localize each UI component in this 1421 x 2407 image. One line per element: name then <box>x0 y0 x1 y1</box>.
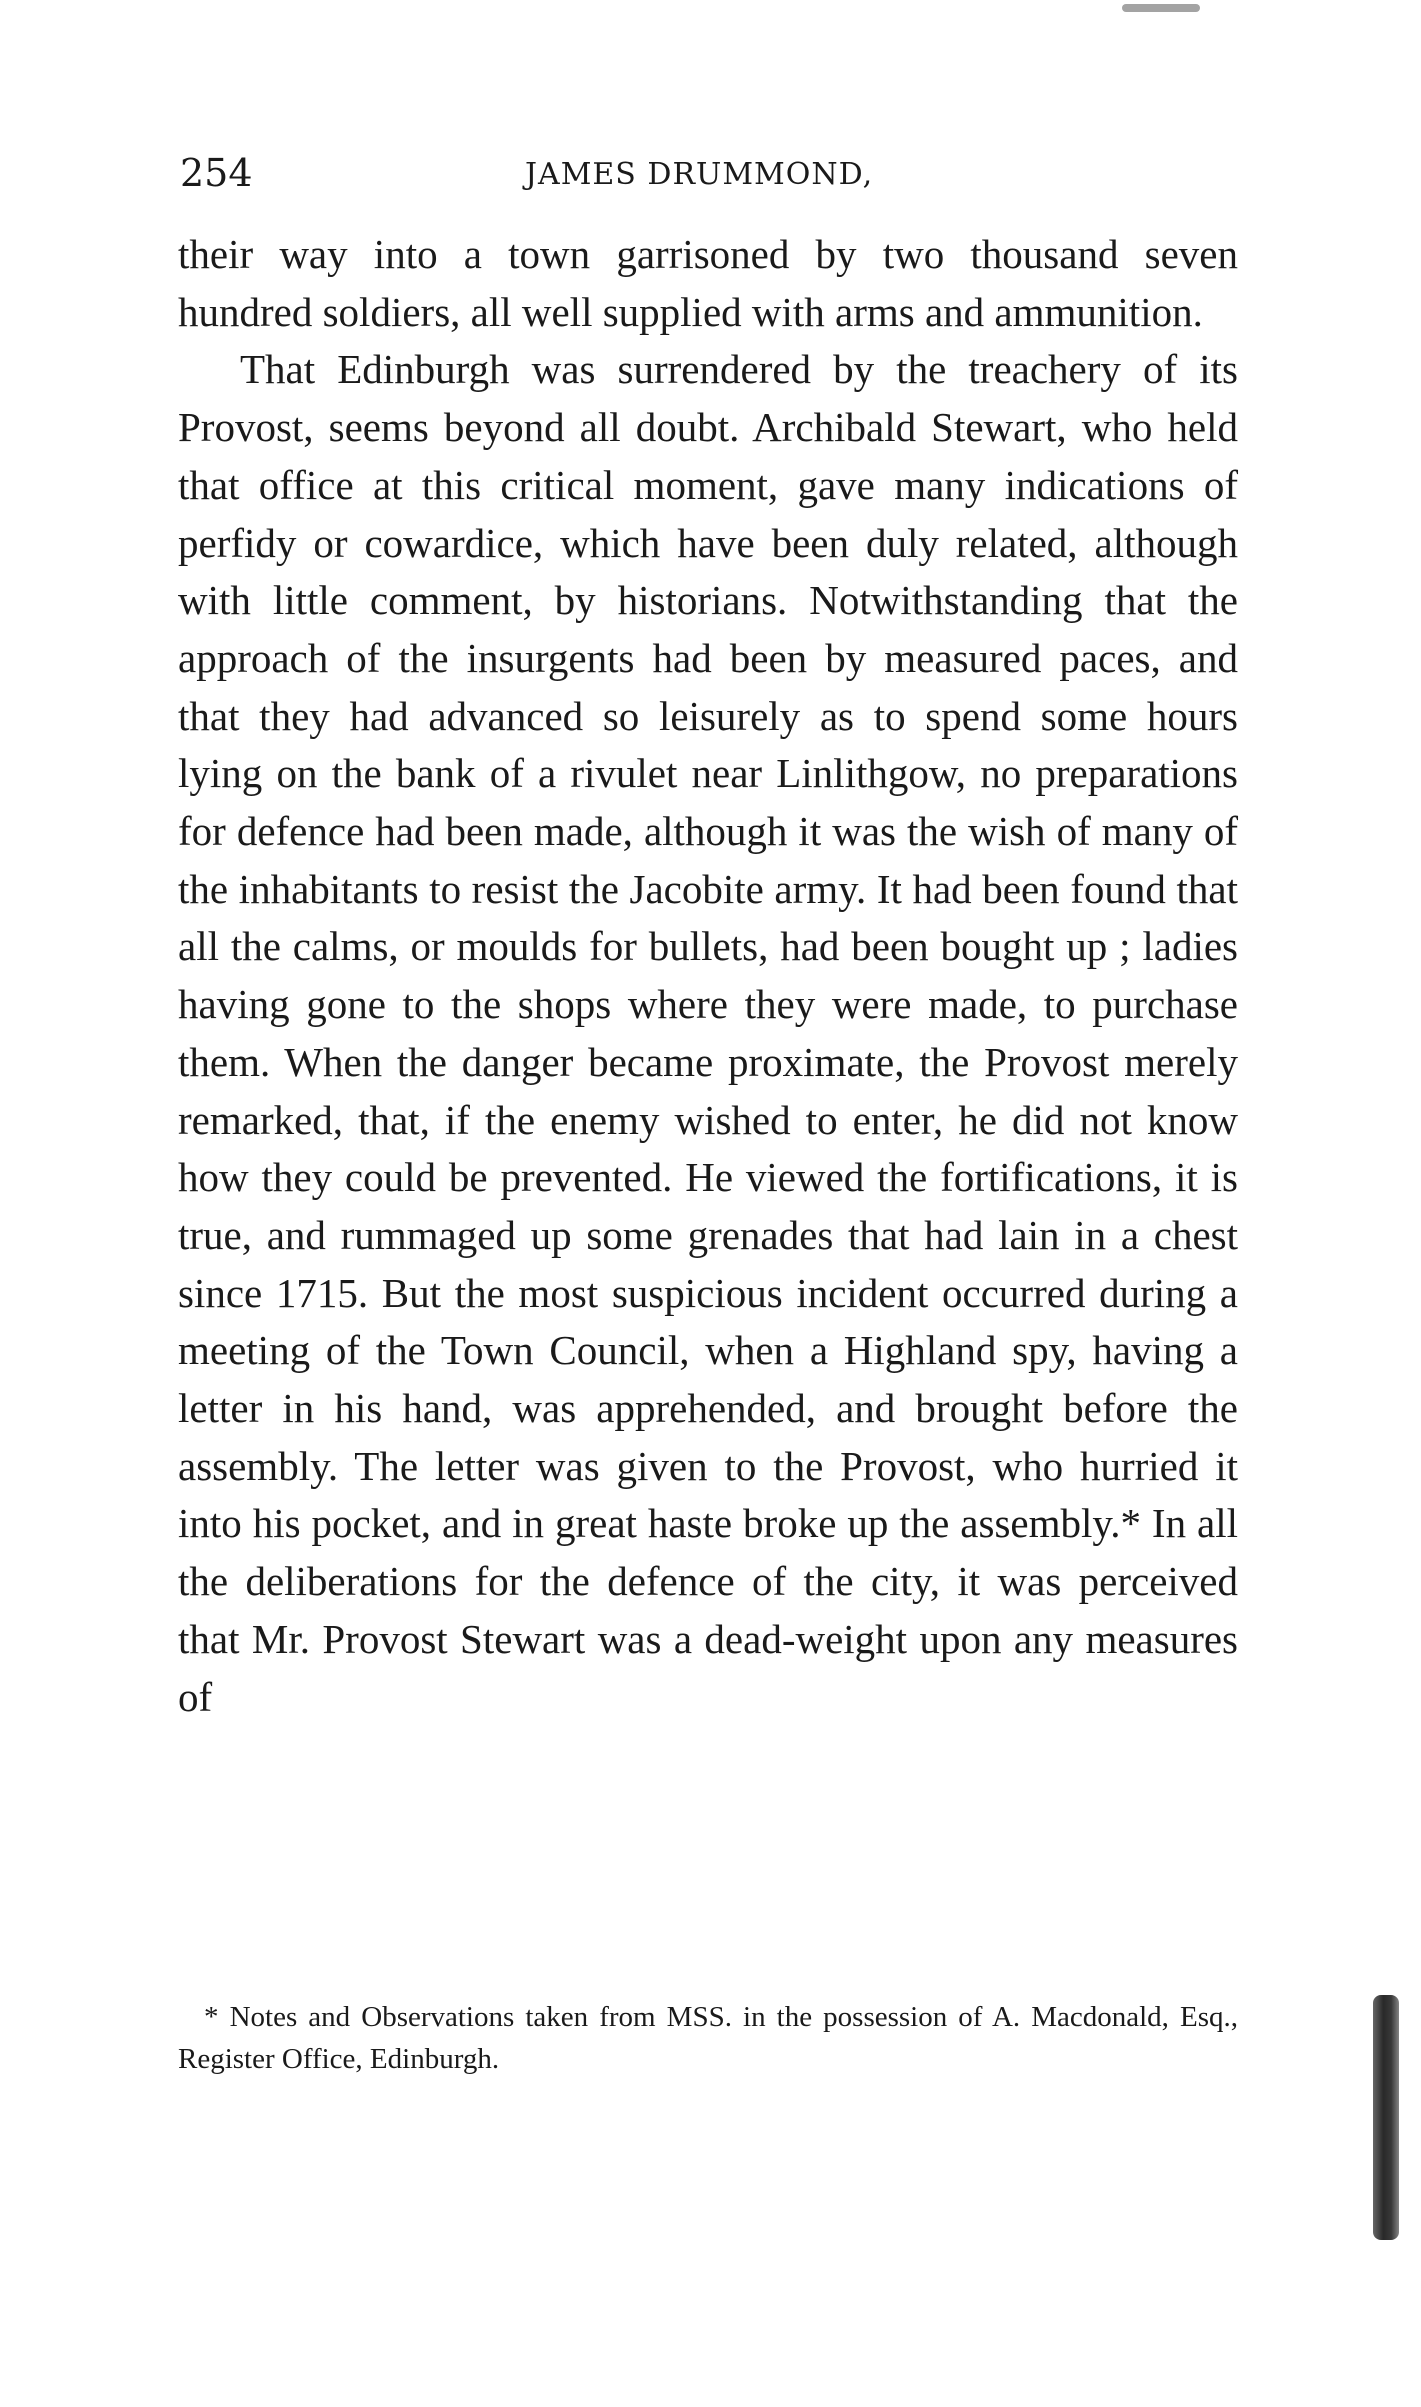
paragraph-edinburgh: That Edinburgh was surrendered by the treachery of its Provost, seems beyond all doubt. Archibald Stewart, who held that office at this critical moment, gave many indications of perfidy or cowardice, which have been duly related, although with little comment, by historians. Notwithstanding that the approach of the insurgents had been by measured paces, and that they had advanced so leisurely as to spend some hours lying on the bank of a rivulet near Linlithgow, no preparations for defence had been made, although it was the wish of many of the inhabitants to resist the Jacobite army. It had been found that all the calms, or moulds for bullets, had been bought up ; ladies having gone to the shops where they were made, to purchase them. When the danger became proximate, the Provost merely remarked, that, if the enemy wished to enter, he did not know how they could be prevented. He viewed the fortifications, it is true, and rummaged up some grenades that had lain in a chest since 1715. But the most suspicious incident occurred during a meeting of the Town Council, when a Highland spy, having a letter in his hand, was apprehended, and brought before the assembly. The letter was given to the Provost, who hurried it into his pocket, and in great haste broke up the assembly.* In all the deliberations for the defence of the city, it was perceived that Mr. Provost Stewart was a dead-weight upon any measures of <box>178 346 1238 1720</box>
page-number: 254 <box>180 151 253 195</box>
scan-speck <box>1122 4 1200 12</box>
body-text <box>178 226 1238 1726</box>
running-head: JAMES DRUMMOND, <box>525 157 874 192</box>
page-edge-mark <box>1373 1995 1399 2240</box>
paragraph-continuation: their way into a town garrisoned by two thousand seven hundred soldiers, all well supplied with arms and ammunition. <box>178 231 1238 335</box>
page-header <box>180 148 1240 198</box>
footnote: * Notes and Observations taken from MSS. in the possession of A. Macdonald, Esq., Register Office, Edinburgh. <box>178 2001 1238 2075</box>
